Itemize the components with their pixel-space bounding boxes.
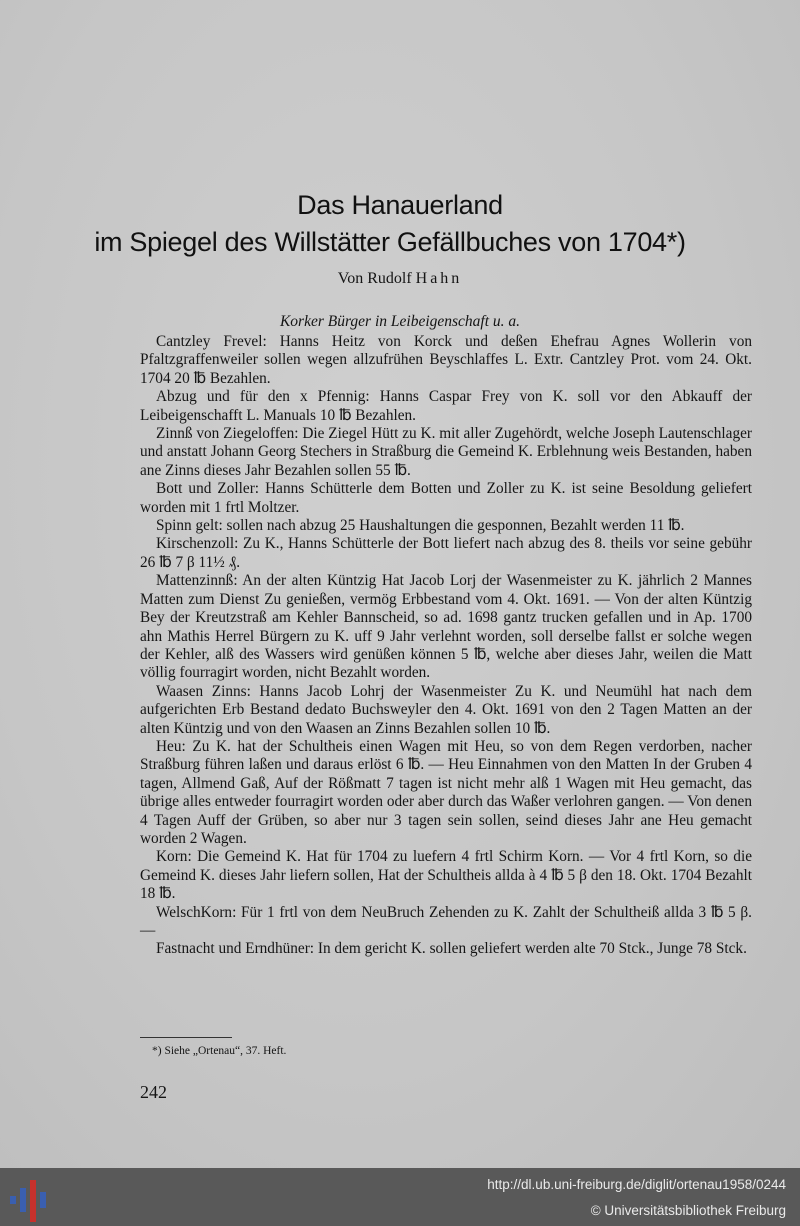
logo-bar (30, 1180, 36, 1222)
paragraph: WelschKorn: Für 1 frtl von dem NeuBruch Zehenden zu K. Zahlt der Schultheiß allda 3 ℔ 5 β. — (140, 903, 752, 939)
section-heading: Korker Bürger in Leibeigenschaft u. a. (279, 313, 521, 330)
footnote-divider (140, 1037, 232, 1038)
logo-bar (10, 1196, 16, 1204)
paragraph: Fastnacht und Erndhüner: In dem gericht K. sollen geliefert werden alte 70 Stck., Junge 78 Stck. (156, 940, 747, 958)
footnote: *) Siehe „Ortenau“, 37. Heft. (152, 1045, 287, 1057)
paragraph: Zinnß von Ziegeloffen: Die Ziegel Hütt zu K. mit aller Zugehördt, welche Joseph Lautenschlager und anstatt Johann Georg Stechers in Straßburg die Gemeind K. Erblehnung weis Bestanden, haben ane Zinns dieses Jahr Bezahlen sollen 55 ℔. (140, 425, 752, 479)
page-url-link[interactable]: http://dl.ub.uni-freiburg.de/diglit/ortenau1958/0244 (487, 1177, 786, 1192)
copyright-notice: © Universitätsbibliothek Freiburg (590, 1203, 786, 1218)
paragraph: Heu: Zu K. hat der Schultheis einen Wagen mit Heu, so von dem Regen verdorben, nacher Straßburg führen laßen und daraus erlöst 6 ℔. — Heu Einnahmen von den Matten In der Gruben 4 tagen, Allmend Gaß, Auf der Rößmatt 7 tagen ist nicht mehr alß 1 Wagen mit Heu gemacht, das übrige alles entweder fourragirt worden oder aber durch das Waßer verlohren gangen. — Von denen 4 Tagen Auff der Grüben, so aber nur 3 tagen sein sollen, seind dieses Jahr ane Heu gemacht worden 2 Wagen. (140, 737, 752, 847)
paragraph: Kirschenzoll: Zu K., Hanns Schütterle der Bott liefert nach abzug des 8. theils vor seine gebühr 26 ℔ 7 β 11½ ₰. (140, 535, 752, 571)
paragraph: Bott und Zoller: Hanns Schütterle dem Botten und Zoller zu K. ist seine Besoldung geliefert worden mit 1 frtl Moltzer. (140, 480, 752, 516)
logo-bar (40, 1192, 46, 1208)
article-body (140, 333, 752, 959)
paragraph: Korn: Die Gemeind K. Hat für 1704 zu luefern 4 frtl Schirm Korn. — Vor 4 frtl Korn, so die Gemeind K. dieses Jahr liefern sollen, Hat der Schultheis allda à 4 ℔ 5 β den 18. Okt. 1704 Bezahlt 18 ℔. (140, 848, 752, 903)
paragraph: Spinn gelt: sollen nach abzug 25 Haushaltungen die gesponnen, Bezahlt werden 11 ℔. (156, 517, 685, 535)
article-subtitle: im Spiegel des Willstätter Gefällbuches von 1704*) (94, 227, 686, 257)
author-surname: Hahn (415, 270, 463, 287)
paragraph: Mattenzinnß: An der alten Küntzig Hat Jacob Lorj der Wasenmeister zu K. jährlich 2 Mannes Matten zum Dienst Zu genießen, vermög Erbbestand vom 4. Okt. 1691. — Von der alten Küntzig Bey der Kreutzstraß am Kehler Bannscheid, so ad. 1698 gantz trucken gefallen und in Ap. 1700 ahn Mathis Herrel Bürgern zu K. uff 9 Jahr verlehnt worden, soll derselbe fallst er solche wegen der Kehler, alß des Wassers wird genüßen können 5 ℔, welche aber dieses Jahr, weilen die Matt völlig fourragirt worden, nicht Bezahlt worden. (140, 572, 752, 682)
author-prefix: Von Rudolf (337, 270, 412, 287)
paragraph: Waasen Zinns: Hanns Jacob Lohrj der Wasenmeister Zu K. und Neumühl hat nach dem aufgerichten Erb Bestand dedato Buchsweyler den 4. Okt. 1691 von den 2 Tagen Matten an der alten Küntzig und von den Waasen an Zinns Bezahlen sollen 10 ℔. (140, 682, 752, 737)
paragraph: Abzug und für den x Pfennig: Hanns Caspar Frey von K. soll vor den Abkauff der Leibeigenschafft L. Manuals 10 ℔ Bezahlen. (140, 388, 752, 424)
library-logo-icon[interactable] (8, 1180, 48, 1222)
paragraph: Cantzley Frevel: Hanns Heitz von Korck und deßen Ehefrau Agnes Wollerin von Pfaltzgraffenweiler sollen wegen allzufrühen Beyschlaffes L. Extr. Cantzley Prot. vom 24. Okt. 1704 20 ℔ Bezahlen. (140, 333, 752, 387)
logo-bar (20, 1188, 26, 1212)
page-number: 242 (140, 1082, 167, 1102)
author-line (0, 270, 800, 288)
article-title: Das Hanauerland (297, 190, 503, 220)
